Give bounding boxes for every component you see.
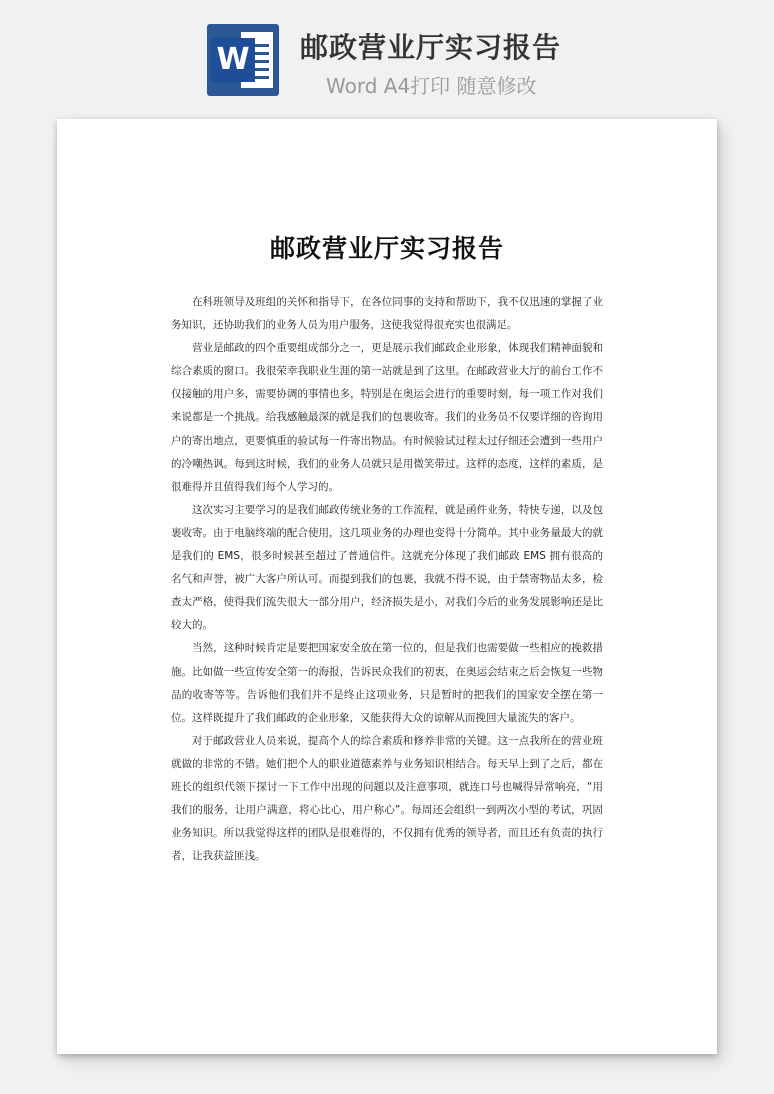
paragraph-5: 对于邮政营业人员来说，提高个人的综合素质和修养非常的关键。这一点我所在的营业班就做的非常的不错。她们把个人的职业道德素养与业务知识相结合。每天早上到了之后，都在班长的组织代领下探讨一下工作中出现的问题以及注意事项，就连口号也喊得异常响亮，“用我们的服务，让用户满意，将心比心，用户称心”。每周还会组织一到两次小型的考试，巩固业务知识。所以我觉得这样的团队是很难得的，不仅拥有优秀的领导者，而且还有负责的执行者，让我获益匪浅。 <box>171 734 603 863</box>
paragraph-1: 在科班领导及班组的关怀和指导下，在各位同事的支持和帮助下，我不仅迅速的掌握了业务知识，还协助我们的业务人员为用户服务，这使我觉得很充实也很满足。 <box>171 296 603 332</box>
word-icon-letter: W <box>211 38 255 82</box>
document-page <box>57 119 717 1054</box>
header-title: 邮政营业厅实习报告 <box>300 31 562 64</box>
document-title: 邮政营业厅实习报告 <box>269 234 504 263</box>
document-body <box>171 291 603 868</box>
paragraph-2: 营业是邮政的四个重要组成部分之一，更是展示我们邮政企业形象，体现我们精神面貌和综合素质的窗口。我很荣幸我职业生涯的第一站就是到了这里。在邮政营业大厅的前台工作不仅接触的用户多，需要协调的事情也多，特别是在奥运会进行的重要时刻，每一项工作对我们来说都是一个挑战。给我感触最深的就是我们的包裹收寄。我们的业务员不仅要详细的咨询用户的寄出地点，更要慎重的验试每一件寄出物品。有时候验试过程太过仔细还会遭到一些用户的冷嘲热讽。每到这时候，我们的业务人员就只是用微笑带过。这样的态度，这样的素质，是很难得并且值得我们每个人学习的。 <box>171 342 603 493</box>
page-header <box>0 0 774 110</box>
word-document-icon <box>207 24 279 96</box>
paragraph-3: 这次实习主要学习的是我们邮政传统业务的工作流程，就是函件业务，特快专递，以及包裹收寄。由于电脑终端的配合使用，这几项业务的办理也变得十分简单。其中业务量最大的就是我们的 EMS，很多时候甚至超过了普通信件。这就充分体现了我们邮政 EMS 拥有很高的名气和声誉，被广大客户所认可。而提到我们的包裹，我就不得不说，由于禁寄物品太多，检查太严格，使得我们流失很大一部分用户，经济损失是小，对我们今后的业务发展影响还是比较大的。 <box>171 503 603 632</box>
paragraph-4: 当然，这种时候肯定是要把国家安全放在第一位的，但是我们也需要做一些相应的挽救措施。比如做一些宣传安全第一的海报，告诉民众我们的初衷，在奥运会结束之后会恢复一些物品的收寄等等。告诉他们我们并不是终止这项业务，只是暂时的把我们的国家安全摆在第一位。这样既提升了我们邮政的企业形象，又能获得大众的谅解从而挽回大量流失的客户。 <box>171 642 603 724</box>
header-subtitle: Word A4打印 随意修改 <box>326 74 537 98</box>
